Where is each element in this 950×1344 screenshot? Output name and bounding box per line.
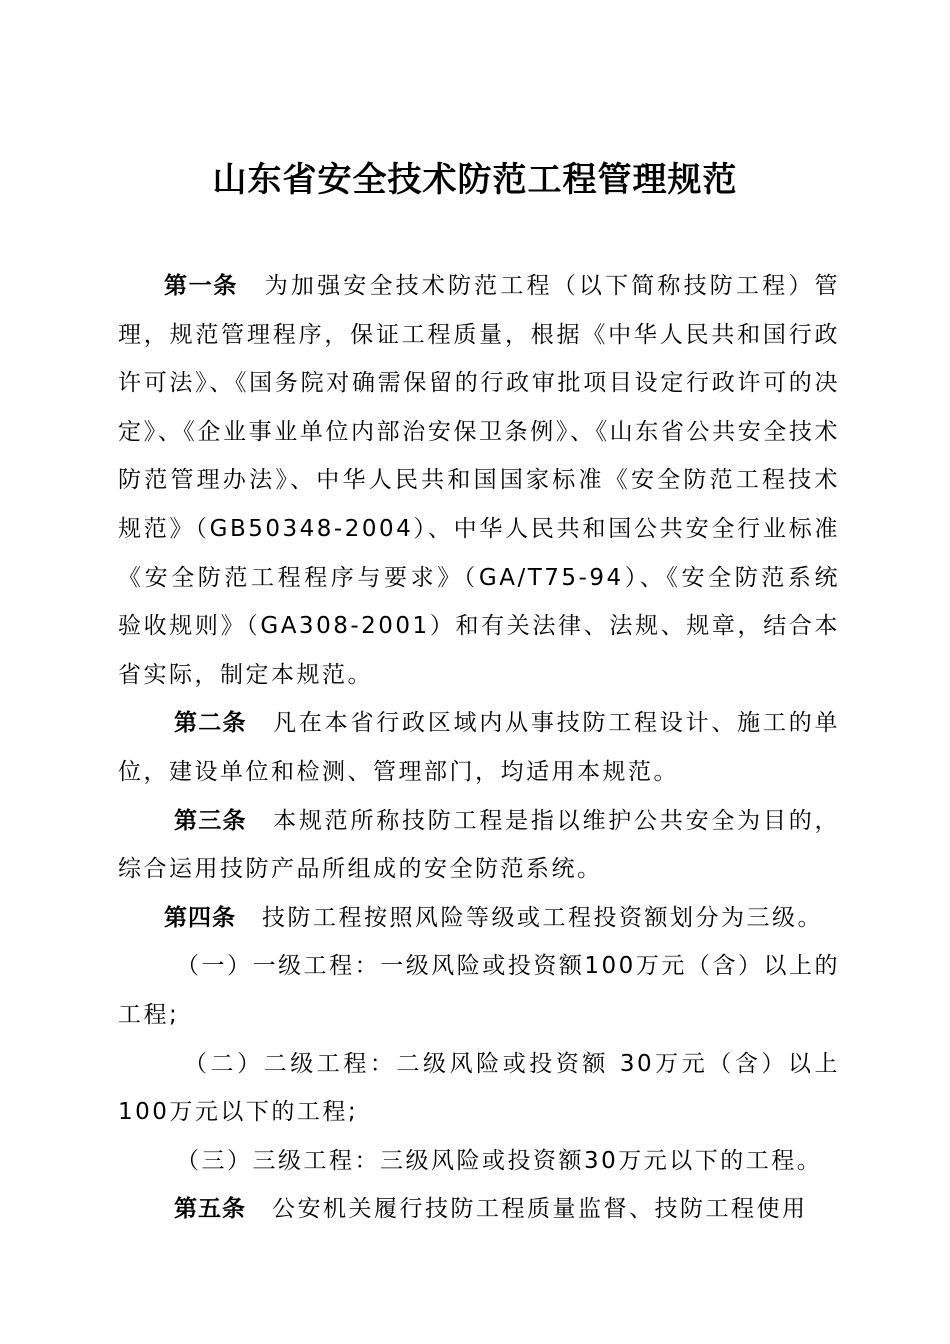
article-1	[118, 262, 840, 699]
article-2	[118, 699, 840, 796]
article-text: 本规范所称技防工程是指以维护公共安全为目的，综合运用技防产品所组成的安全防范系统。	[118, 807, 841, 883]
article-label: 第四条	[164, 904, 236, 931]
article-4	[118, 894, 840, 943]
document-body	[118, 262, 840, 1234]
article-label: 第二条	[174, 710, 247, 737]
article-text: 为加强安全技术防范工程（以下简称技防工程）管理，规范管理程序，保证工程质量，根据《中华人民共和国行政许可法》、《国务院对确需保留的行政审批项目设定行政许可的决定》、《企业事业单位内部治安保卫条例》、《山东省公共安全技术防范管理办法》、中华人民共和国国家标准《安全防范工程技术规范》（GB50348-2004）、中华人民共和国公共安全行业标准《安全防范工程程序与要求》（GA/T75-94）、《安全防范系统验收规则》（GA308-2001）和有关法律、法规、规章，结合本省实际，制定本规范。	[118, 273, 841, 688]
article-text: 凡在本省行政区域内从事技防工程设计、施工的单位，建设单位和检测、管理部门，均适用本规范。	[118, 710, 841, 785]
document-title: 山东省安全技术防范工程管理规范	[212, 160, 738, 200]
list-item: （三）三级工程：三级风险或投资额30万元以下的工程。	[176, 1147, 823, 1174]
article-label: 第三条	[174, 807, 247, 834]
article-text: 公安机关履行技防工程质量监督、技防工程使用	[272, 1196, 808, 1223]
list-item: （一）一级工程：一级风险或投资额100万元（含）以上的工程;	[118, 953, 840, 1028]
article-text: 技防工程按照风险等级或工程投资额划分为三级。	[262, 904, 823, 931]
article-label: 第一条	[164, 273, 239, 299]
article-3	[118, 797, 840, 894]
list-item: （二）二级工程：二级风险或投资额 30万元（含）以上100万元以下的工程;	[118, 1050, 840, 1126]
article-5	[118, 1185, 840, 1234]
article-label: 第五条	[174, 1196, 246, 1223]
